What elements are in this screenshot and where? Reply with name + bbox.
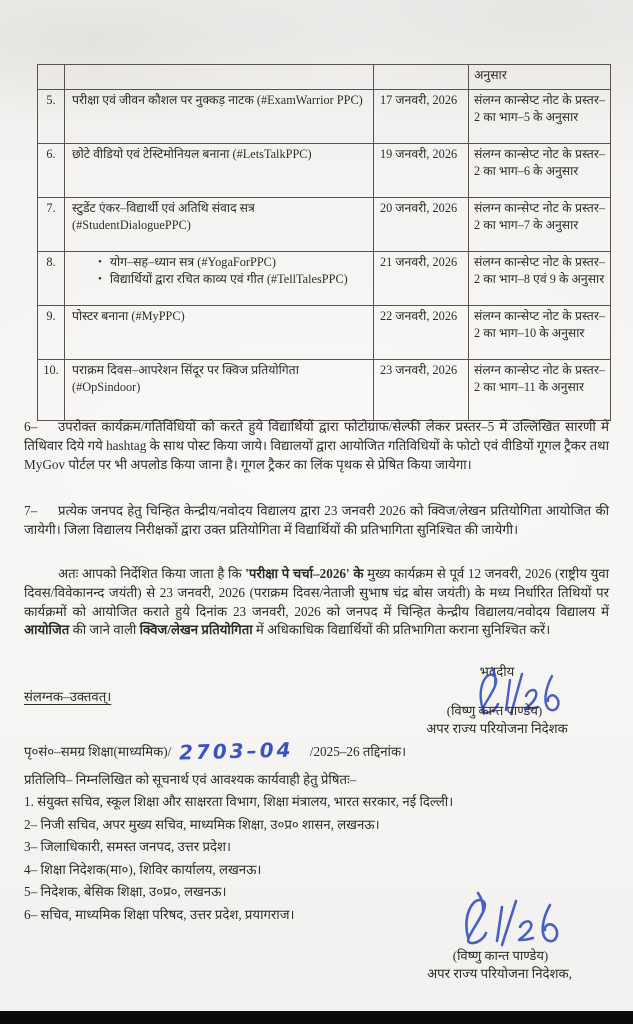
paragraph-7 — [24, 502, 609, 540]
signatory-name-top: (विष्णु कान्त पाण्डेय) — [446, 703, 543, 718]
table-row-8 — [38, 252, 611, 306]
row-sno: 7. — [46, 201, 56, 215]
row-sno: 10. — [43, 363, 59, 377]
row-activity: परीक्षा एवं जीवन कौशल पर नुक्कड़ नाटक (#ExamWarrior PPC) — [72, 93, 363, 107]
copy-item: 4– शिक्षा निदेशक(मा०), शिविर कार्यालय, लखनऊ। — [24, 861, 262, 877]
row-date: 22 जनवरी, 2026 — [380, 309, 458, 323]
row-date: 23 जनवरी, 2026 — [380, 363, 458, 377]
row-activity: छोटे वीडियो एवं टेस्टिमोनियल बनाना (#LetsTalkPPC) — [72, 147, 312, 161]
directive-seg-bold-title: 'परीक्षा पे चर्चा–2026' के — [245, 566, 364, 581]
paragraph-directive — [24, 565, 609, 640]
cell-note: अनुसार — [469, 65, 611, 90]
paragraph-number: 6– — [24, 419, 38, 434]
reference-suffix: /2025–26 तद्दिनांक। — [309, 744, 407, 759]
row-date: 17 जनवरी, 2026 — [380, 93, 458, 107]
directive-seg: में अधिकाधिक विद्यार्थियों की प्रतिभागिता कराना सुनिश्चित करें। — [252, 622, 551, 638]
row-date: 20 जनवरी, 2026 — [380, 201, 458, 215]
signatory-name-bottom: (विष्णु कान्त पाण्डेय) — [452, 948, 549, 963]
cell-sno — [38, 65, 65, 90]
row-sno: 8. — [46, 255, 56, 269]
row-activity: स्टुडेंट एंकर–विद्यार्थी एवं अतिथि संवाद सत्र (#StudentDialoguePPC) — [72, 201, 255, 232]
bullet-item — [72, 271, 368, 288]
row-sno: 5. — [46, 93, 56, 107]
table-row-continuation — [38, 65, 611, 90]
signatory-designation-bottom: अपर राज्य परियोजना निदेशक, — [427, 966, 572, 981]
row-activity-bullet-1: योग–सह–ध्यान सत्र (#YogaForPPC) — [109, 255, 276, 269]
row-date: 19 जनवरी, 2026 — [380, 147, 458, 161]
paragraph-6 — [24, 418, 609, 474]
copy-item: 3– जिलाधिकारी, समस्त जनपद, उत्तर प्रदेश। — [24, 839, 231, 855]
row-note: संलग्न कान्सेप्ट नोट के प्रस्तर–2 का भाग–7 के अनुसार — [474, 201, 605, 232]
signature-ink-bottom — [438, 891, 578, 951]
cell-date — [374, 65, 469, 90]
row-activity: पोस्टर बनाना (#MyPPC) — [72, 309, 185, 323]
table-row-5 — [38, 90, 611, 144]
row-date: 21 जनवरी, 2026 — [380, 255, 458, 269]
directive-seg: अतः आपको निर्देशित किया जाता है कि — [58, 566, 246, 581]
copy-item: 6– सचिव, माध्यमिक शिक्षा परिषद, उत्तर प्रदेश, प्रयागराज। — [24, 906, 295, 922]
row-sno: 9. — [46, 309, 56, 323]
row-activity-bullet-2: विद्यार्थियों द्वारा रचित काव्य एवं गीत (#TellTalesPPC) — [109, 271, 348, 286]
copy-item: 1. संयुक्त सचिव, स्कूल शिक्षा और साक्षरता विभाग, शिक्षा मंत्रालय, भारत सरकार, नई दिल्ली। — [24, 794, 454, 809]
directive-seg-bold-competition: क्विज/लेखन प्रतियोगिता — [139, 622, 253, 638]
table-row-9 — [38, 306, 611, 360]
directive-seg-bold: आयोजित — [24, 622, 70, 638]
paragraph-number: 7– — [24, 503, 38, 518]
activity-schedule-table — [37, 64, 611, 421]
row-note: संलग्न कान्सेप्ट नोट के प्रस्तर–2 का भाग–5 के अनुसार — [474, 93, 605, 124]
table-row-7 — [38, 198, 611, 252]
table-row-6 — [38, 144, 611, 198]
row-note: संलग्न कान्सेप्ट नोट के प्रस्तर–2 का भाग–6 के अनुसार — [474, 147, 605, 178]
row-sno: 6. — [46, 147, 56, 161]
directive-seg: मुख्य कार्यक्रम से पूर्व 12 जनवरी, 2026 (राष्ट्रीय युवा दिवस/विवेकानन्द जयंती) से 23 जनवरी, 2026 (पराक्रम दिवस/नेताजी सुभाष चंद्र बोस जयंती) के मध्य निर्धारित तिथियों पर कार्यक्रमों को आयोजित कराते हुये दिनांक 23 जनवरी, 2026 को जनपद में चिन्हित केन्द्रीय विद्यालय/नवोदय विद्यालय में — [24, 566, 609, 619]
handwritten-dispatch-number: 2703–04 — [179, 737, 295, 765]
bullet-item — [72, 254, 368, 271]
reference-line — [24, 739, 406, 763]
reference-prefix: पृ०सं०–समग्र शिक्षा(माध्यमिक)/ — [24, 744, 172, 759]
scan-edge-bar — [0, 1011, 633, 1024]
paragraph-text: प्रत्येक जनपद हेतु चिन्हित केन्द्रीय/नवोदय विद्यालय द्वारा 23 जनवरी 2026 को क्विज/लेखन प्रतियोगिता आयोजित की जायेगी। जिला विद्यालय निरीक्षकों द्वारा उक्त प्रतियोगिता में विद्यार्थियों की प्रतिभागिता सुनिश्चित की जायेगी। — [24, 503, 609, 537]
bullet-icon: • — [98, 256, 102, 268]
signature-scribble-icon — [438, 891, 578, 951]
bullet-icon: • — [98, 272, 102, 285]
copy-heading: प्रतिलिपि– निम्नलिखित को सूचनार्थ एवं आवश्यक कार्यवाही हेतु प्रेषितः– — [24, 772, 357, 787]
row-activity: पराक्रम दिवस–आपरेशन सिंदूर पर क्विज प्रतियोगिता (#OpSindoor) — [72, 363, 299, 394]
copy-item: 2– निजी सचिव, अपर मुख्य सचिव, माध्यमिक शिक्षा, उ०प्र० शासन, लखनऊ। — [24, 816, 380, 832]
signatory-designation-top: अपर राज्य परियोजना निदेशक — [426, 721, 568, 736]
row-note: संलग्न कान्सेप्ट नोट के प्रस्तर–2 का भाग–11 के अनुसार — [474, 363, 605, 394]
valediction: भवदीय — [479, 664, 515, 679]
row-note: संलग्न कान्सेप्ट नोट के प्रस्तर–2 का भाग–10 के अनुसार — [474, 309, 605, 340]
paragraph-text: उपरोक्त कार्यक्रम/गतिविधियों को करते हुये विद्यार्थियों द्वारा फोटोग्राफ/सेल्फी लेकर प्रस्तर–5 में उल्लिखित सारणी में तिथिवार दिये गये hashtag के साथ पोस्ट किया जाये। विद्यालयों द्वारा आयोजित गतिविधियों के फोटो एवं वीडियों गूगल ट्रैकर तथा MyGov पोर्टल पर भी अपलोड किया जाना है। गूगल ट्रैकर का लिंक पृथक से प्रेषित किया जायेगा। — [24, 419, 609, 472]
enclosure-note: संलग्नक–उक्तवत्। — [24, 689, 112, 704]
table-row-10 — [38, 360, 611, 421]
directive-seg: की जाने वाली — [69, 622, 140, 638]
copy-item: 5– निदेशक, बेसिक शिक्षा, उ०प्र०, लखनऊ। — [24, 884, 227, 900]
row-note: संलग्न कान्सेप्ट नोट के प्रस्तर–2 का भाग–8 एवं 9 के अनुसार — [474, 255, 605, 286]
cell-activity — [65, 65, 374, 90]
